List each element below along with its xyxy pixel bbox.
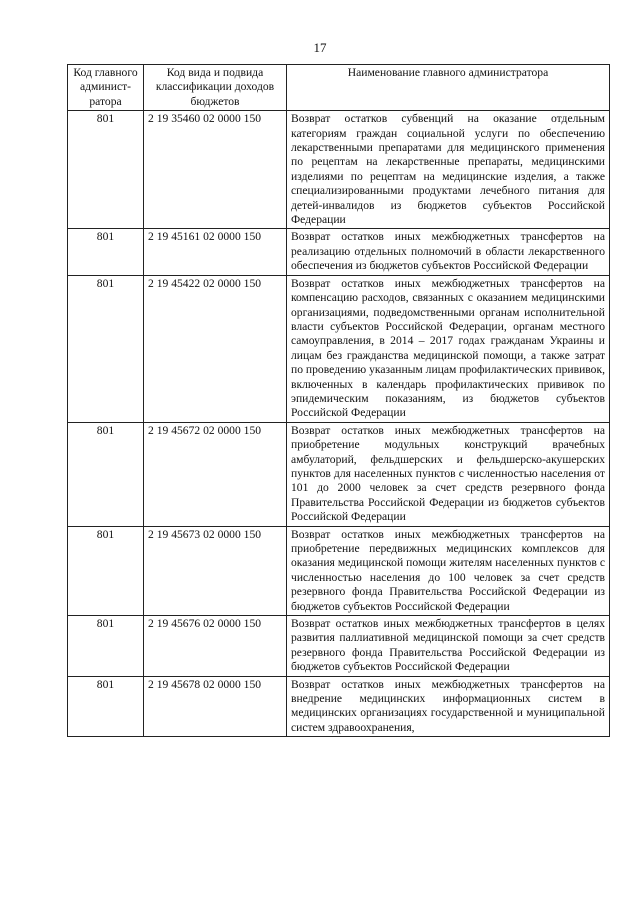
table-row [68,275,610,422]
cell-code: 801 [68,676,144,737]
cell-kind: 2 19 45161 02 0000 150 [144,229,287,275]
cell-kind: 2 19 45676 02 0000 150 [144,616,287,677]
cell-name: Возврат остатков иных межбюджетных трансфертов на приобретение передвижных медицинских комплексов для оказания медицинской помощи жителям населенных пунктов с численностью населения до 100 человек за счет средств резервного фонда Правительства Российской Федерации из бюджетов субъектов Российской Федерации [287,526,610,615]
cell-code: 801 [68,422,144,526]
cell-name: Возврат остатков иных межбюджетных трансфертов на внедрение медицинских информационных систем в медицинских организациях государственной и муниципальной систем здравоохранения, [287,676,610,737]
cell-code: 801 [68,526,144,615]
header-name: Наименование главного администратора [287,65,610,111]
table-row [68,526,610,615]
cell-kind: 2 19 45422 02 0000 150 [144,275,287,422]
cell-kind: 2 19 45672 02 0000 150 [144,422,287,526]
table-row [68,616,610,677]
cell-kind: 2 19 45678 02 0000 150 [144,676,287,737]
table-row [68,229,610,275]
page-number: 17 [313,40,327,55]
table-header-row [68,65,610,111]
cell-kind: 2 19 35460 02 0000 150 [144,111,287,229]
cell-code: 801 [68,275,144,422]
cell-name: Возврат остатков иных межбюджетных трансфертов на компенсацию расходов, связанных с оказанием медицинскими организациями, подведомственными органам исполнительной власти субъектов Российской Федерации, органам местного самоуправления, в 2014 – 2017 годах гражданам Украины и лицам без гражданства медицинской помощи, а также затрат по проведению указанным лицам профилактических прививок, включенных в календарь профилактических прививок по эпидемическим показаниям, из бюджетов субъектов Российской Федерации [287,275,610,422]
cell-code: 801 [68,229,144,275]
cell-code: 801 [68,111,144,229]
table-row [68,422,610,526]
header-code: Код главного админист-ратора [68,65,144,111]
administrator-table [67,64,610,737]
cell-name: Возврат остатков иных межбюджетных трансфертов на приобретение модульных конструкций врачебных амбулаторий, фельдшерских и фельдшерско-акушерских пунктов для населенных пунктов с численностью населения от 101 до 2000 человек за счет средств резервного фонда Правительства Российской Федерации из бюджетов субъектов Российской Федерации [287,422,610,526]
cell-name: Возврат остатков иных межбюджетных трансфертов на реализацию отдельных полномочий в области лекарственного обеспечения из бюджетов субъектов Российской Федерации [287,229,610,275]
table-row [68,111,610,229]
cell-name: Возврат остатков иных межбюджетных трансфертов в целях развития паллиативной медицинской помощи за счет средств резервного фонда Правительства Российской Федерации из бюджетов субъектов Российской Федерации [287,616,610,677]
header-kind: Код вида и подвида классификации доходов бюджетов [144,65,287,111]
cell-code: 801 [68,616,144,677]
cell-name: Возврат остатков субвенций на оказание отдельным категориям граждан социальной услуги по обеспечению лекарственными препаратами для медицинского применения по рецептам на лекарственные препараты, медицинскими изделиями по рецептам на медицинские изделия, а также специализированными продуктами лечебного питания для детей-инвалидов из бюджетов субъектов Российской Федерации [287,111,610,229]
cell-kind: 2 19 45673 02 0000 150 [144,526,287,615]
table-row [68,676,610,737]
